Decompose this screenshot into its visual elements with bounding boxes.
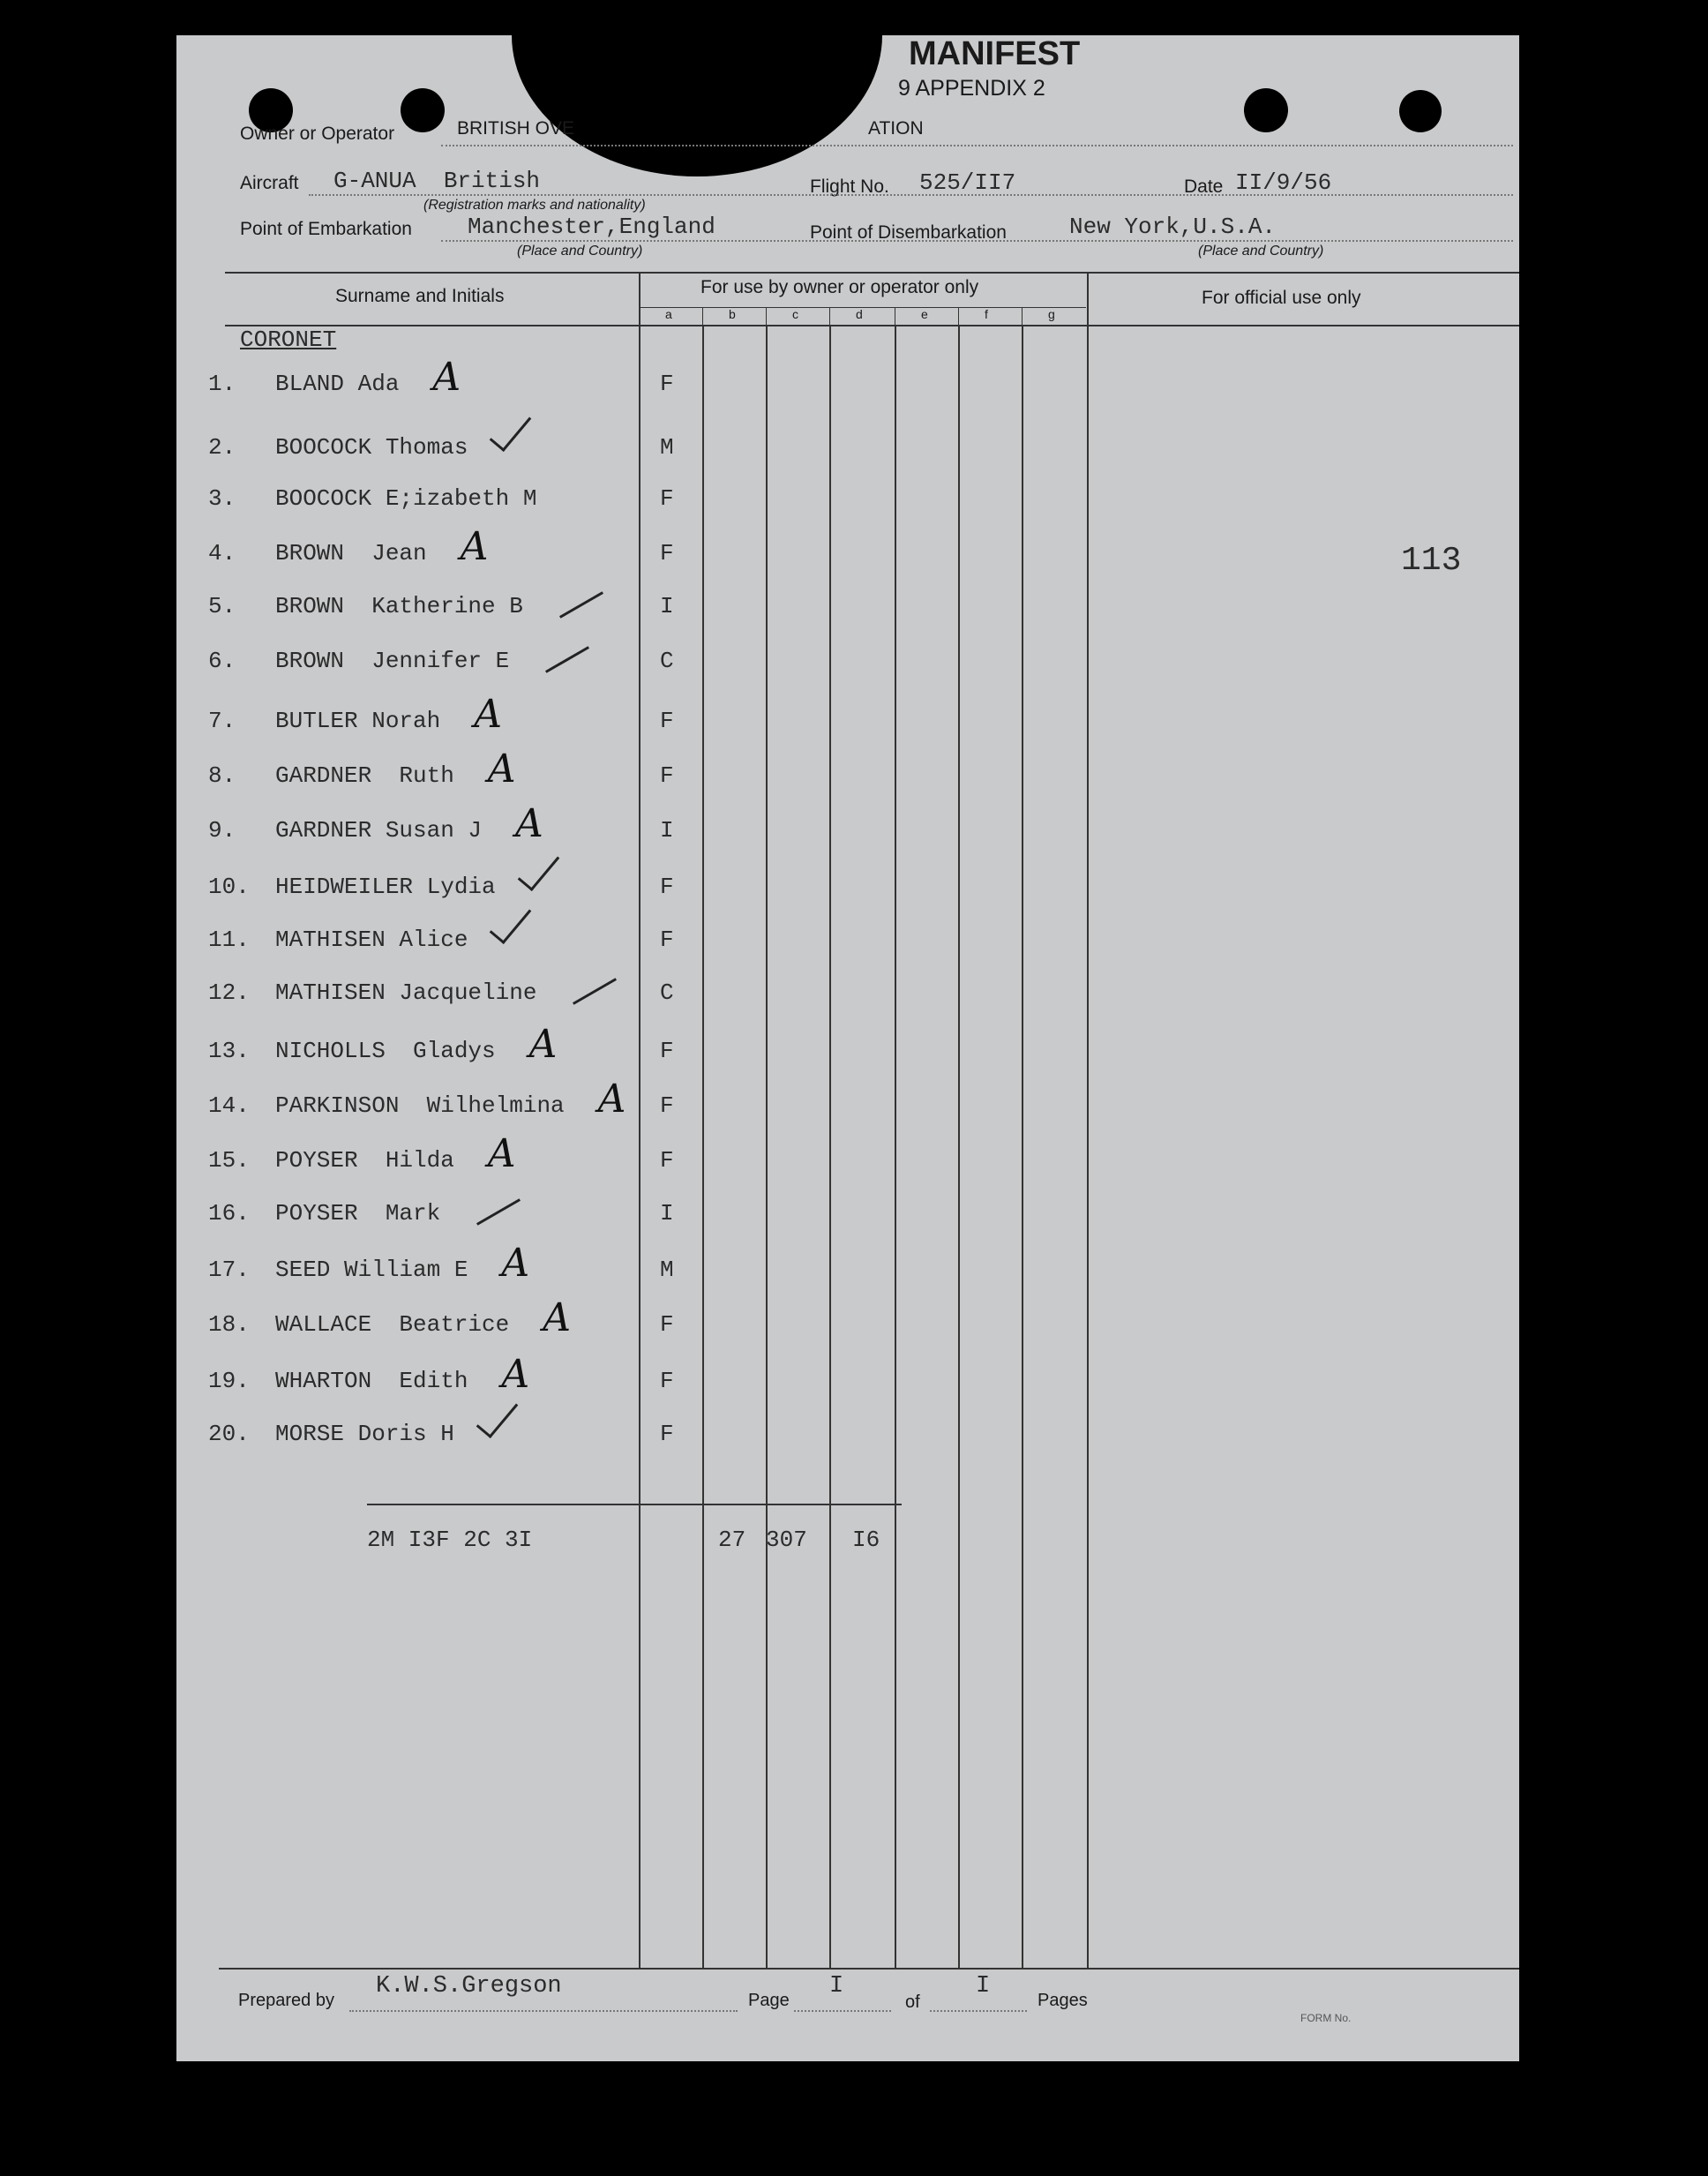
code-a: F [660, 762, 674, 789]
row-number: 3. [208, 485, 236, 512]
subcol-label-g: g [1048, 307, 1055, 321]
row-number: 13. [208, 1038, 250, 1064]
passenger-name: BROWN Jean [275, 540, 427, 567]
row-number: 4. [208, 540, 236, 567]
disembark-sub: (Place and Country) [1198, 244, 1324, 259]
passenger-name: POYSER Hilda [275, 1147, 454, 1174]
of-dotline [930, 2010, 1027, 2012]
footer-line [219, 1968, 1519, 1970]
code-a: F [660, 927, 674, 953]
code-a: F [660, 1311, 674, 1338]
row-number: 15. [208, 1147, 250, 1174]
row-number: 1. [208, 371, 236, 397]
code-a: I [660, 1200, 674, 1227]
owner-dotline [441, 145, 1513, 146]
row-number: 19. [208, 1368, 250, 1394]
handwritten-mark: A [597, 1077, 626, 1122]
surname-col-header: Surname and Initials [335, 286, 505, 306]
check-mark-icon [476, 1393, 519, 1438]
passenger-name: MATHISEN Jacqueline [275, 979, 537, 1006]
row-number: 6. [208, 648, 236, 674]
handwritten-mark: A [474, 692, 502, 737]
passenger-name: MORSE Doris H [275, 1421, 454, 1447]
owner-value-left: BRITISH OVE [457, 118, 575, 139]
owner-value-right: ATION [868, 118, 924, 139]
passenger-name: GARDNER Ruth [275, 762, 454, 789]
passenger-name: POYSER Mark [275, 1200, 441, 1227]
disembark-value: New York,U.S.A. [1069, 214, 1277, 240]
page-value: I [829, 1973, 844, 2000]
passenger-name: BROWN Katherine B [275, 593, 523, 619]
code-a: F [660, 1421, 674, 1447]
totals-line [367, 1504, 902, 1505]
punch-hole [401, 88, 445, 132]
passenger-name: BOOCOCK Thomas [275, 434, 468, 461]
totals-b: 27 [718, 1527, 746, 1553]
subcol-tick-c [766, 307, 767, 325]
passenger-name: WALLACE Beatrice [275, 1311, 510, 1338]
aircraft-label: Aircraft [240, 173, 299, 193]
torn-corner [512, 35, 882, 176]
col-divider-f [958, 325, 960, 1968]
page-label: Page [748, 1991, 790, 2010]
punch-hole [1244, 88, 1288, 132]
col-divider-d [829, 325, 831, 1968]
date-label: Date [1184, 176, 1224, 197]
owner-label: Owner or Operator [240, 124, 395, 144]
code-a: M [660, 1257, 674, 1283]
aircraft-value: G-ANUA British [333, 168, 541, 194]
code-a: I [660, 593, 674, 619]
aircraft-dotline [309, 194, 1513, 196]
passenger-name: BROWN Jennifer E [275, 648, 510, 674]
dash-mark-icon [559, 591, 603, 619]
code-a: C [660, 648, 674, 674]
prepared-value: K.W.S.Gregson [376, 1973, 562, 2000]
handwritten-mark: A [528, 1022, 558, 1067]
subcol-label-b: b [729, 307, 736, 321]
manifest-title: MANIFEST [909, 35, 1081, 72]
handwritten-mark: A [501, 1352, 530, 1397]
table-top-line [225, 272, 1519, 274]
subcol-tick-b [702, 307, 703, 325]
subcol-label-a: a [665, 307, 672, 321]
code-a: F [660, 1147, 674, 1174]
col-divider-a [639, 272, 640, 1968]
disembark-label: Point of Disembarkation [810, 222, 1007, 243]
passenger-name: GARDNER Susan J [275, 817, 483, 844]
totals-c: 307 [766, 1527, 807, 1553]
code-a: F [660, 1038, 674, 1064]
code-a: F [660, 1368, 674, 1394]
col-divider-b [702, 325, 704, 1968]
handwritten-mark: A [460, 524, 489, 569]
row-number: 18. [208, 1311, 250, 1338]
row-number: 9. [208, 817, 236, 844]
flight-value: 525/II7 [919, 169, 1016, 196]
passenger-name: SEED William E [275, 1257, 468, 1283]
dash-mark-icon [573, 978, 617, 1005]
annotation-number: 113 [1401, 542, 1462, 580]
page-dotline [794, 2010, 891, 2012]
totals-d: I6 [852, 1527, 880, 1553]
row-number: 10. [208, 874, 250, 900]
code-a: M [660, 434, 674, 461]
row-number: 16. [208, 1200, 250, 1227]
embark-dotline [441, 240, 1513, 242]
row-number: 5. [208, 593, 236, 619]
handwritten-mark: A [501, 1241, 530, 1286]
handwritten-mark: A [487, 747, 516, 792]
code-a: F [660, 874, 674, 900]
code-a: F [660, 371, 674, 397]
subcol-label-f: f [985, 307, 988, 321]
code-a: F [660, 485, 674, 512]
col-divider-g [1022, 325, 1023, 1968]
dash-mark-icon [476, 1198, 521, 1226]
pages-label: Pages [1038, 1991, 1088, 2010]
subcol-tick-d [829, 307, 830, 325]
embark-label: Point of Embarkation [240, 219, 412, 239]
check-mark-icon [490, 899, 532, 944]
code-a: F [660, 1092, 674, 1119]
row-number: 7. [208, 708, 236, 734]
handwritten-mark: A [515, 801, 543, 846]
aircraft-sub: (Registration marks and nationality) [423, 198, 646, 213]
passenger-name: MATHISEN Alice [275, 927, 468, 953]
date-value: II/9/56 [1235, 169, 1332, 196]
code-a: F [660, 708, 674, 734]
row-number: 8. [208, 762, 236, 789]
code-a: I [660, 817, 674, 844]
passenger-name: PARKINSON Wilhelmina [275, 1092, 565, 1119]
prepared-dotline [349, 2010, 738, 2012]
totals-summary: 2M I3F 2C 3I [367, 1527, 533, 1553]
row-number: 14. [208, 1092, 250, 1119]
passenger-name: HEIDWEILER Lydia [275, 874, 496, 900]
embark-sub: (Place and Country) [517, 244, 643, 259]
row-number: 11. [208, 927, 250, 953]
row-number: 12. [208, 979, 250, 1006]
code-a: C [660, 979, 674, 1006]
row-number: 2. [208, 434, 236, 461]
subcol-tick-f [958, 307, 959, 325]
col-divider-official [1087, 272, 1089, 1968]
subcol-label-e: e [921, 307, 928, 321]
owner-use-col-header: For use by owner or operator only [700, 277, 979, 297]
official-use-col-header: For official use only [1202, 288, 1361, 308]
form-number: FORM No. [1300, 2012, 1352, 2024]
of-value: I [976, 1973, 991, 2000]
subheader-line [640, 307, 1086, 308]
check-mark-icon [517, 846, 559, 891]
col-divider-c [766, 325, 768, 1968]
of-label: of [905, 1992, 920, 2012]
handwritten-mark: A [487, 1131, 516, 1176]
passenger-name: BUTLER Norah [275, 708, 441, 734]
appendix-label: 9 APPENDIX 2 [898, 76, 1045, 101]
row-number: 17. [208, 1257, 250, 1283]
col-divider-e [895, 325, 896, 1968]
prepared-label: Prepared by [238, 1991, 334, 2010]
subcol-label-c: c [792, 307, 798, 321]
handwritten-mark: A [432, 355, 461, 400]
group-label: CORONET [240, 326, 337, 353]
passenger-name: WHARTON Edith [275, 1368, 468, 1394]
manifest-document [176, 35, 1519, 2061]
subcol-label-d: d [856, 307, 863, 321]
passenger-name: NICHOLLS Gladys [275, 1038, 496, 1064]
handwritten-mark: A [543, 1295, 571, 1340]
code-a: F [660, 540, 674, 567]
flight-label: Flight No. [810, 176, 889, 197]
passenger-name: BOOCOCK E;izabeth M [275, 485, 537, 512]
passenger-name: BLAND Ada [275, 371, 400, 397]
dash-mark-icon [545, 646, 589, 673]
row-number: 20. [208, 1421, 250, 1447]
subcol-tick-g [1022, 307, 1023, 325]
punch-hole [1399, 90, 1442, 132]
header-bottom-line [225, 325, 1519, 326]
embark-value: Manchester,England [468, 214, 715, 240]
check-mark-icon [490, 407, 532, 452]
